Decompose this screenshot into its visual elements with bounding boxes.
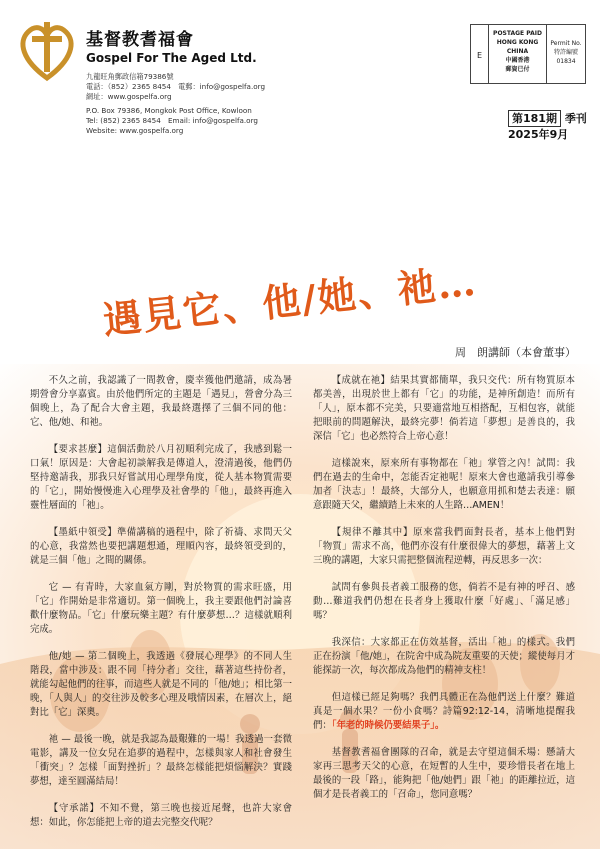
paragraph: 【墨紙中領受】準備講稿的過程中，除了祈禱、求問天父的心意，我當然也要把講題想通，理順內容，最終領受到的，就是三個「他」之間的關係。 [30, 527, 292, 566]
paragraph: 不久之前，我認識了一間教會，慶幸獲他們邀請，成為暑期營會分享嘉賓。由於他們所定的主題是「遇見」，營會分為三個晚上，為了配合大會主題，我最終選擇了三個不同的他：它、他/她、和祂。 [30, 375, 292, 428]
paragraph: 祂 — 最後一晚，就是我認為最艱難的一場！我透過一套微電影，講及一位女兒在追夢的過程中，怎樣與家人和社會發生「衝突」？怎樣「面對挫折」？最終怎樣能把煩惱解決？實踐夢想，達至圓滿結局！ [30, 734, 292, 787]
postage-line: 郵資已付 [505, 66, 530, 73]
org-name-en: Gospel For The Aged Ltd. [86, 51, 257, 65]
website-zh: 網址：www.gospelfa.org [86, 92, 172, 101]
article-author: 周 朗講師（本會董事） [455, 346, 576, 359]
bible-verse-highlight: 「年老的時候仍要結果子」。 [331, 720, 445, 731]
postage-paid-box [470, 24, 586, 84]
phone-email-zh: 電話：（852）2365 8454 電郵：info@gospelfa.org [86, 82, 266, 91]
paragraph: 【要求甚麼】這個活動於八月初順利完成了，我感到鬆一口氣！原因是：大會起初談解我是傳道人，澄清過後，他們仍堅持邀請我，那我只好嘗試用心理學角度，從人基本物質需要的「它」，開始慢慢進入心理學及社會學的「他」，最終再進入靈性層面的「祂」。 [30, 444, 292, 511]
cross-heart-logo [14, 18, 80, 84]
address-en: P.O. Box 79386, Mongkok Post Office, Kowloon [86, 106, 252, 115]
org-name-zh: 基督教耆福會 [86, 30, 194, 50]
postage-line: 中國香港 [505, 57, 530, 64]
issue-type: 季刊 [564, 112, 587, 125]
paragraph-text: 但這樣已經足夠嗎？我們具體正在為他們送上什麼？難道真是一個水果？一份小食嗎？詩篇92:12-14，清晰地提醒我們： [313, 692, 575, 731]
postage-line: POSTAGE PAID [493, 30, 542, 37]
article-title: 遇見它、他/她、祂… [100, 258, 480, 343]
permit-no: 01834 [556, 58, 576, 65]
paragraph: 它 — 有青時，大家血氣方剛，對於物質的需求旺盛，用「它」作開始是非常適切。第一個晚上，我主要跟他們討論喜歡什麼物品。「它」什麼玩樂主題？有什麼夢想…？這樣就順利完成。 [30, 582, 292, 635]
paragraph-with-verse [313, 691, 575, 733]
paragraph: 【成就在祂】結果其實都簡單，我只交代：所有物質原本都美善，出現於世上都有「它」的功能，是神所創造！而所有「人」，原本都不完美，只要適當地互相搭配，互相包容，就能把眼前的問題解決，最終完夢！倘若這「夢想」是善良的，我深信「它」也必然符合上帝心意！ [313, 375, 575, 442]
postage-line: CHINA [506, 48, 529, 55]
issue-number: 第181期 [508, 110, 561, 127]
postage-class: E [471, 25, 489, 83]
permit-number [547, 25, 585, 83]
permit-label-en: Permit No. [550, 40, 582, 47]
address-zh: 九龍旺角郵政信箱79386號 [86, 72, 174, 81]
issue-info [508, 110, 587, 142]
paragraph: 他/她 — 第二個晚上，我透過《發展心理學》的不同人生階段，當中涉及：跟不同「持分者」交往，藉著這些持份者，就能勾起他們的往事，而這些人就是不同的「他/她」；相比第一晚，「人與人」的交往涉及較多心理及哦情因素，在層次上，絕對比「它」深奧。 [30, 651, 292, 718]
paragraph: 這樣說來，原來所有事物都在「祂」掌管之內！試問：我們在過去的生命中，怎能否定祂呢！原來大會也邀請我引導參加者「決志」！最終，大部分人，也願意用抓和楚去表達：願意跟隨天父，繼續踏上未來的人生路…AMEN！ [313, 458, 575, 511]
article-column-right [313, 374, 575, 815]
contact-block [86, 72, 265, 136]
paragraph: 試問有參與長者義工服務的您，倘若不是有神的呼召、感動…難道我們仍想在長者身上獲取什麼「好處」、「滿足感」嗎？ [313, 582, 575, 621]
paragraph: 【規律不離其中】原來當我們面對長者，基本上他們對「物質」需求不高，他們亦沒有什麼很偉大的夢想，藉著上文三晚的講題，大家只需把整個流程逆轉，再反思多一次： [313, 527, 575, 566]
issue-date: 2025年9月 [508, 128, 569, 141]
postage-line: HONG KONG [496, 39, 539, 46]
paragraph: 我深信：大家都正在仿效基督，活出「祂」的樣式。我們正在扮演「他/她」，在院舍中成為院友重要的天使；縱使每月才能探訪一次，每次都成為他們的精神支柱！ [313, 637, 575, 676]
phone-email-en: Tel: (852) 2365 8454 Email: info@gospelfa.org [86, 116, 258, 125]
permit-label-zh: 特許編號 [553, 49, 578, 56]
paragraph: 基督教耆福會團隊的召命，就是去守望這個禾場：懸請大家再三思考天父的心意，在短暫的人生中，要珍惜長者在地上最後的一段「路」，能夠把「他/她們」跟「祂」的距離拉近，這個才是長者義工的「召命」，您同意嗎？ [313, 747, 575, 800]
article-column-left [30, 374, 292, 843]
website-en: Website: www.gospelfa.org [86, 126, 184, 135]
org-name [86, 30, 257, 66]
postage-paid-text [489, 25, 547, 83]
paragraph: 【守承諾】不知不覺，第三晚也接近尾聲，也許大家會想：如此，你怎能把上帝的道去完整交代呢？ [30, 803, 292, 828]
